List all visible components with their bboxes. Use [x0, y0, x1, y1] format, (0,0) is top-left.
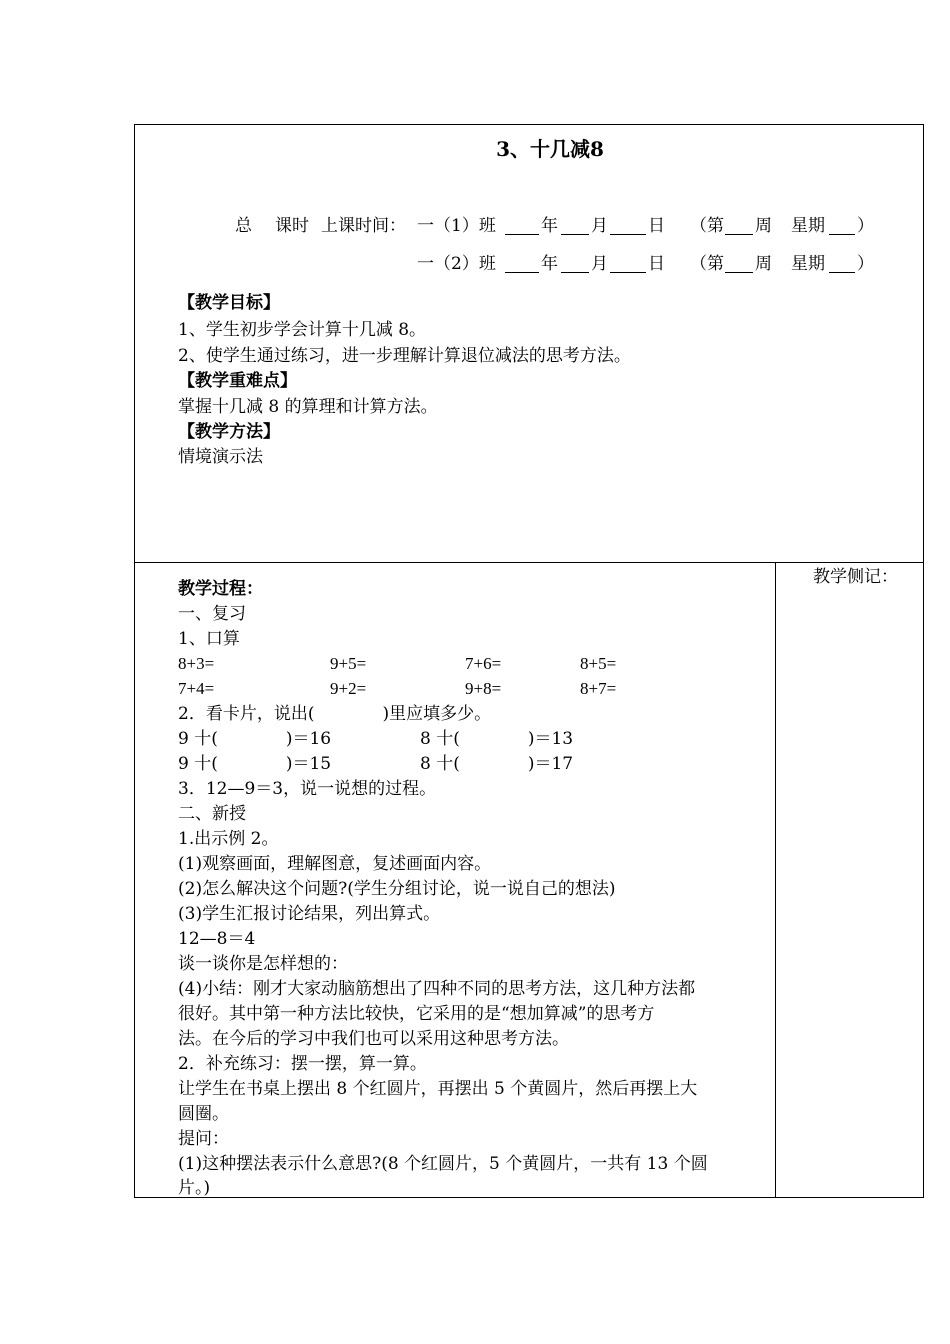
extra-practice-line: 圆圈。 [178, 1104, 229, 1124]
summary-line: 法。在今后的学习中我们也可以采用这种思考方法。 [178, 1029, 569, 1049]
cards-instruction: 2．看卡片，说出( )里应填多少。 [178, 704, 492, 724]
key-points-heading: 【教学重难点】 [178, 371, 297, 391]
blank-day [610, 218, 646, 235]
card-problem: 9 十( )＝16 [178, 729, 332, 749]
method-text: 情境演示法 [178, 447, 263, 467]
blank-week-2 [725, 256, 753, 273]
card-problem: 9 十( )＝15 [178, 754, 332, 774]
schedule-week-prefix: （第 [690, 216, 724, 236]
oral-problem: 9+2= [330, 679, 367, 698]
oral-problem: 8+5= [580, 654, 617, 673]
oral-problem: 7+6= [465, 654, 502, 673]
schedule-close-2: ） [857, 254, 874, 274]
card-problem: 8 十( )＝13 [420, 729, 574, 749]
blank-month [561, 218, 589, 235]
schedule-week: 周 [755, 216, 772, 236]
blank-week [725, 218, 753, 235]
equation: 12—8＝4 [178, 929, 256, 949]
schedule-year: 年 [541, 216, 558, 236]
oral-problem: 9+8= [465, 679, 502, 698]
new-lesson-heading: 二、新授 [178, 804, 246, 824]
talk-prompt: 谈一谈你是怎样想的： [178, 954, 348, 974]
summary-line: (4)小结：刚才大家动脑筋想出了四种不同的思考方法，这几种方法都 [178, 979, 696, 999]
schedule-weekday-2: 星期 [791, 254, 825, 274]
page-title: 3、十几减8 [496, 137, 604, 161]
objective-item: 2、使学生通过练习，进一步理解计算退位减法的思考方法。 [178, 346, 631, 366]
example-line: 1.出示例 2。 [178, 829, 279, 849]
schedule-hours: 课时 [275, 216, 309, 236]
blank-year [505, 218, 539, 235]
process-heading: 教学过程： [178, 579, 263, 599]
schedule-class1: 一（1）班 [417, 216, 496, 236]
objective-item: 1、学生初步学会计算十几减 8。 [178, 320, 427, 340]
process-step: (1)观察画面，理解图意，复述画面内容。 [178, 854, 492, 874]
schedule-week-prefix-2: （第 [690, 254, 724, 274]
step-3: 3．12—9＝3，说一说想的过程。 [178, 779, 437, 799]
process-step: (2)怎么解决这个问题?(学生分组讨论，说一说自己的想法) [178, 879, 616, 899]
oral-problem: 8+3= [178, 654, 215, 673]
process-step: (3)学生汇报讨论结果，列出算式。 [178, 904, 441, 924]
method-heading: 【教学方法】 [178, 422, 280, 442]
schedule-close: ） [857, 216, 874, 236]
blank-year-2 [505, 256, 539, 273]
blank-day-2 [610, 256, 646, 273]
blank-month-2 [561, 256, 589, 273]
question-line: 片。) [178, 1178, 211, 1198]
schedule-day-2: 日 [648, 254, 665, 274]
question-label: 提问： [178, 1129, 229, 1149]
schedule-year-2: 年 [541, 254, 558, 274]
oral-problem: 7+4= [178, 679, 215, 698]
review-heading: 一、复习 [178, 604, 246, 624]
oral-problem: 9+5= [330, 654, 367, 673]
objectives-heading: 【教学目标】 [178, 293, 280, 313]
schedule-time-label: 上课时间： [321, 216, 406, 236]
key-points-text: 掌握十几减 8 的算理和计算方法。 [178, 397, 438, 417]
summary-line: 很好。其中第一种方法比较快，它采用的是“想加算减”的思考方 [178, 1004, 655, 1024]
oral-problem: 8+7= [580, 679, 617, 698]
extra-practice-line: 让学生在书桌上摆出 8 个红圆片，再摆出 5 个黄圆片，然后再摆上大 [178, 1079, 698, 1099]
column-divider [775, 562, 776, 1198]
question-line: (1)这种摆法表示什么意思?(8 个红圆片，5 个黄圆片，一共有 13 个圆 [178, 1154, 708, 1174]
extra-practice-heading: 2．补充练习：摆一摆，算一算。 [178, 1054, 427, 1074]
schedule-total: 总 [235, 216, 252, 236]
schedule-day: 日 [648, 216, 665, 236]
blank-weekday-2 [829, 256, 855, 273]
schedule-weekday: 星期 [791, 216, 825, 236]
schedule-class2: 一（2）班 [417, 254, 496, 274]
card-problem: 8 十( )＝17 [420, 754, 574, 774]
oral-heading: 1、口算 [178, 629, 240, 649]
schedule-month-2: 月 [591, 254, 608, 274]
schedule-week-2: 周 [755, 254, 772, 274]
schedule-month: 月 [591, 216, 608, 236]
side-note-label: 教学侧记： [813, 567, 898, 587]
blank-weekday [829, 218, 855, 235]
